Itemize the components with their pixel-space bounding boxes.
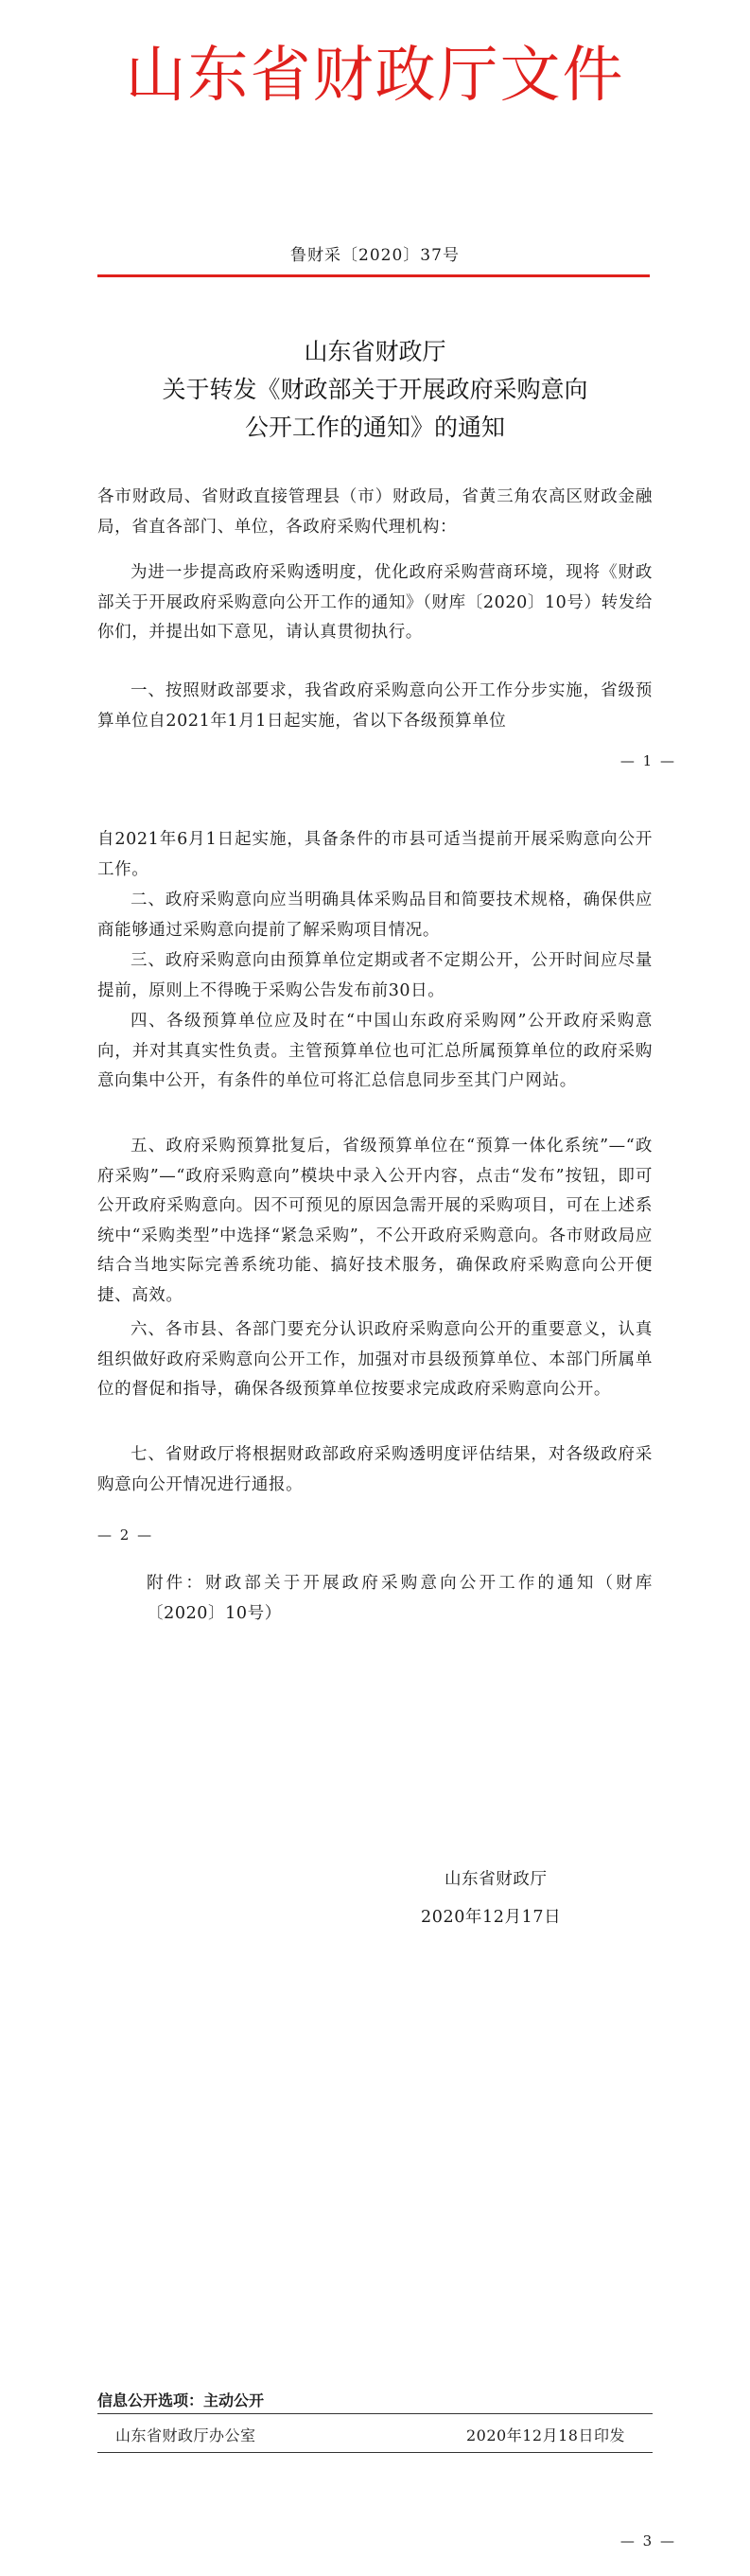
document-number: 鲁财采〔2020〕37号 [290, 246, 460, 265]
page-number-3: — 3 — [619, 2532, 676, 2550]
footer-rule-top [97, 2413, 653, 2414]
item-5: 五、政府采购预算批复后，省级预算单位在“预算一体化系统”—“政府采购”—“政府采购意向”模块中录入公开内容，点击“发布”按钮，即可公开政府采购意向。因不可预见的原因急需开展的采购项目，可在上述系统中“采购类型”中选择“紧急采购”，不公开政府采购意向。各市财政局应结合当地实际完善系统功能、搞好技术服务，确保政府采购意向公开便捷、高效。 [97, 1137, 653, 1305]
addressee: 各市财政局、省财政直接管理县（市）财政局，省黄三角农高区财政金融局，省直各部门、单位，各政府采购代理机构： [97, 487, 653, 537]
item-7: 七、省财政厅将根据财政部政府采购透明度评估结果，对各级政府采购意向公开情况进行通报。 [97, 1445, 653, 1494]
attachment-note: 附件：财政部关于开展政府采购意向公开工作的通知（财库〔2020〕10号） [147, 1574, 653, 1623]
item-1-end: 自2021年6月1日起实施，具备条件的市县可适当提前开展采购意向公开工作。 [97, 830, 653, 879]
title-line-1: 山东省财政厅 [304, 338, 446, 365]
disclosure-option: 信息公开选项：主动公开 [97, 2391, 265, 2409]
item-6: 六、各市县、各部门要充分认识政府采购意向公开的重要意义，认真组织做好政府采购意向公开工作，加强对市县级预算单位、本部门所属单位的督促和指导，确保各级预算单位按要求完成政府采购意向公开。 [97, 1320, 653, 1399]
title-line-3: 公开工作的通知》的通知 [244, 414, 505, 441]
footer-print-date: 2020年12月18日印发 [466, 2426, 625, 2444]
intro-paragraph: 为进一步提高政府采购透明度，优化政府采购营商环境，现将《财政部关于开展政府采购意向公开工作的通知》（财库〔2020〕10号）转发给你们，并提出如下意见，请认真贯彻执行。 [97, 563, 653, 642]
item-3: 三、政府采购意向由预算单位定期或者不定期公开，公开时间应尽量提前，原则上不得晚于采购公告发布前30日。 [97, 951, 653, 1000]
item-1-start: 一、按照财政部要求，我省政府采购意向公开工作分步实施，省级预算单位自2021年1月1日起实施，省以下各级预算单位 [97, 681, 653, 731]
header-red-rule [97, 274, 650, 277]
footer-office: 山东省财政厅办公室 [115, 2426, 256, 2444]
item-4: 四、各级预算单位应及时在“中国山东政府采购网”公开政府采购意向，并对其真实性负责。主管预算单位也可汇总所属预算单位的政府采购意向集中公开，有条件的单位可将汇总信息同步至其门户网站。 [97, 1012, 653, 1090]
title-line-2: 关于转发《财政部关于开展政府采购意向 [162, 376, 588, 403]
document-header-title: 山东省财政厅文件 [125, 41, 625, 111]
page-number-2: — 2 — [97, 1526, 154, 1544]
signature-organization: 山东省财政厅 [445, 1870, 548, 1889]
item-2: 二、政府采购意向应当明确具体采购品目和简要技术规格，确保供应商能够通过采购意向提前了解采购项目情况。 [97, 891, 653, 940]
footer-rule-bottom [97, 2452, 653, 2453]
signature-date: 2020年12月17日 [421, 1908, 562, 1927]
page-number-1: — 1 — [619, 752, 676, 769]
